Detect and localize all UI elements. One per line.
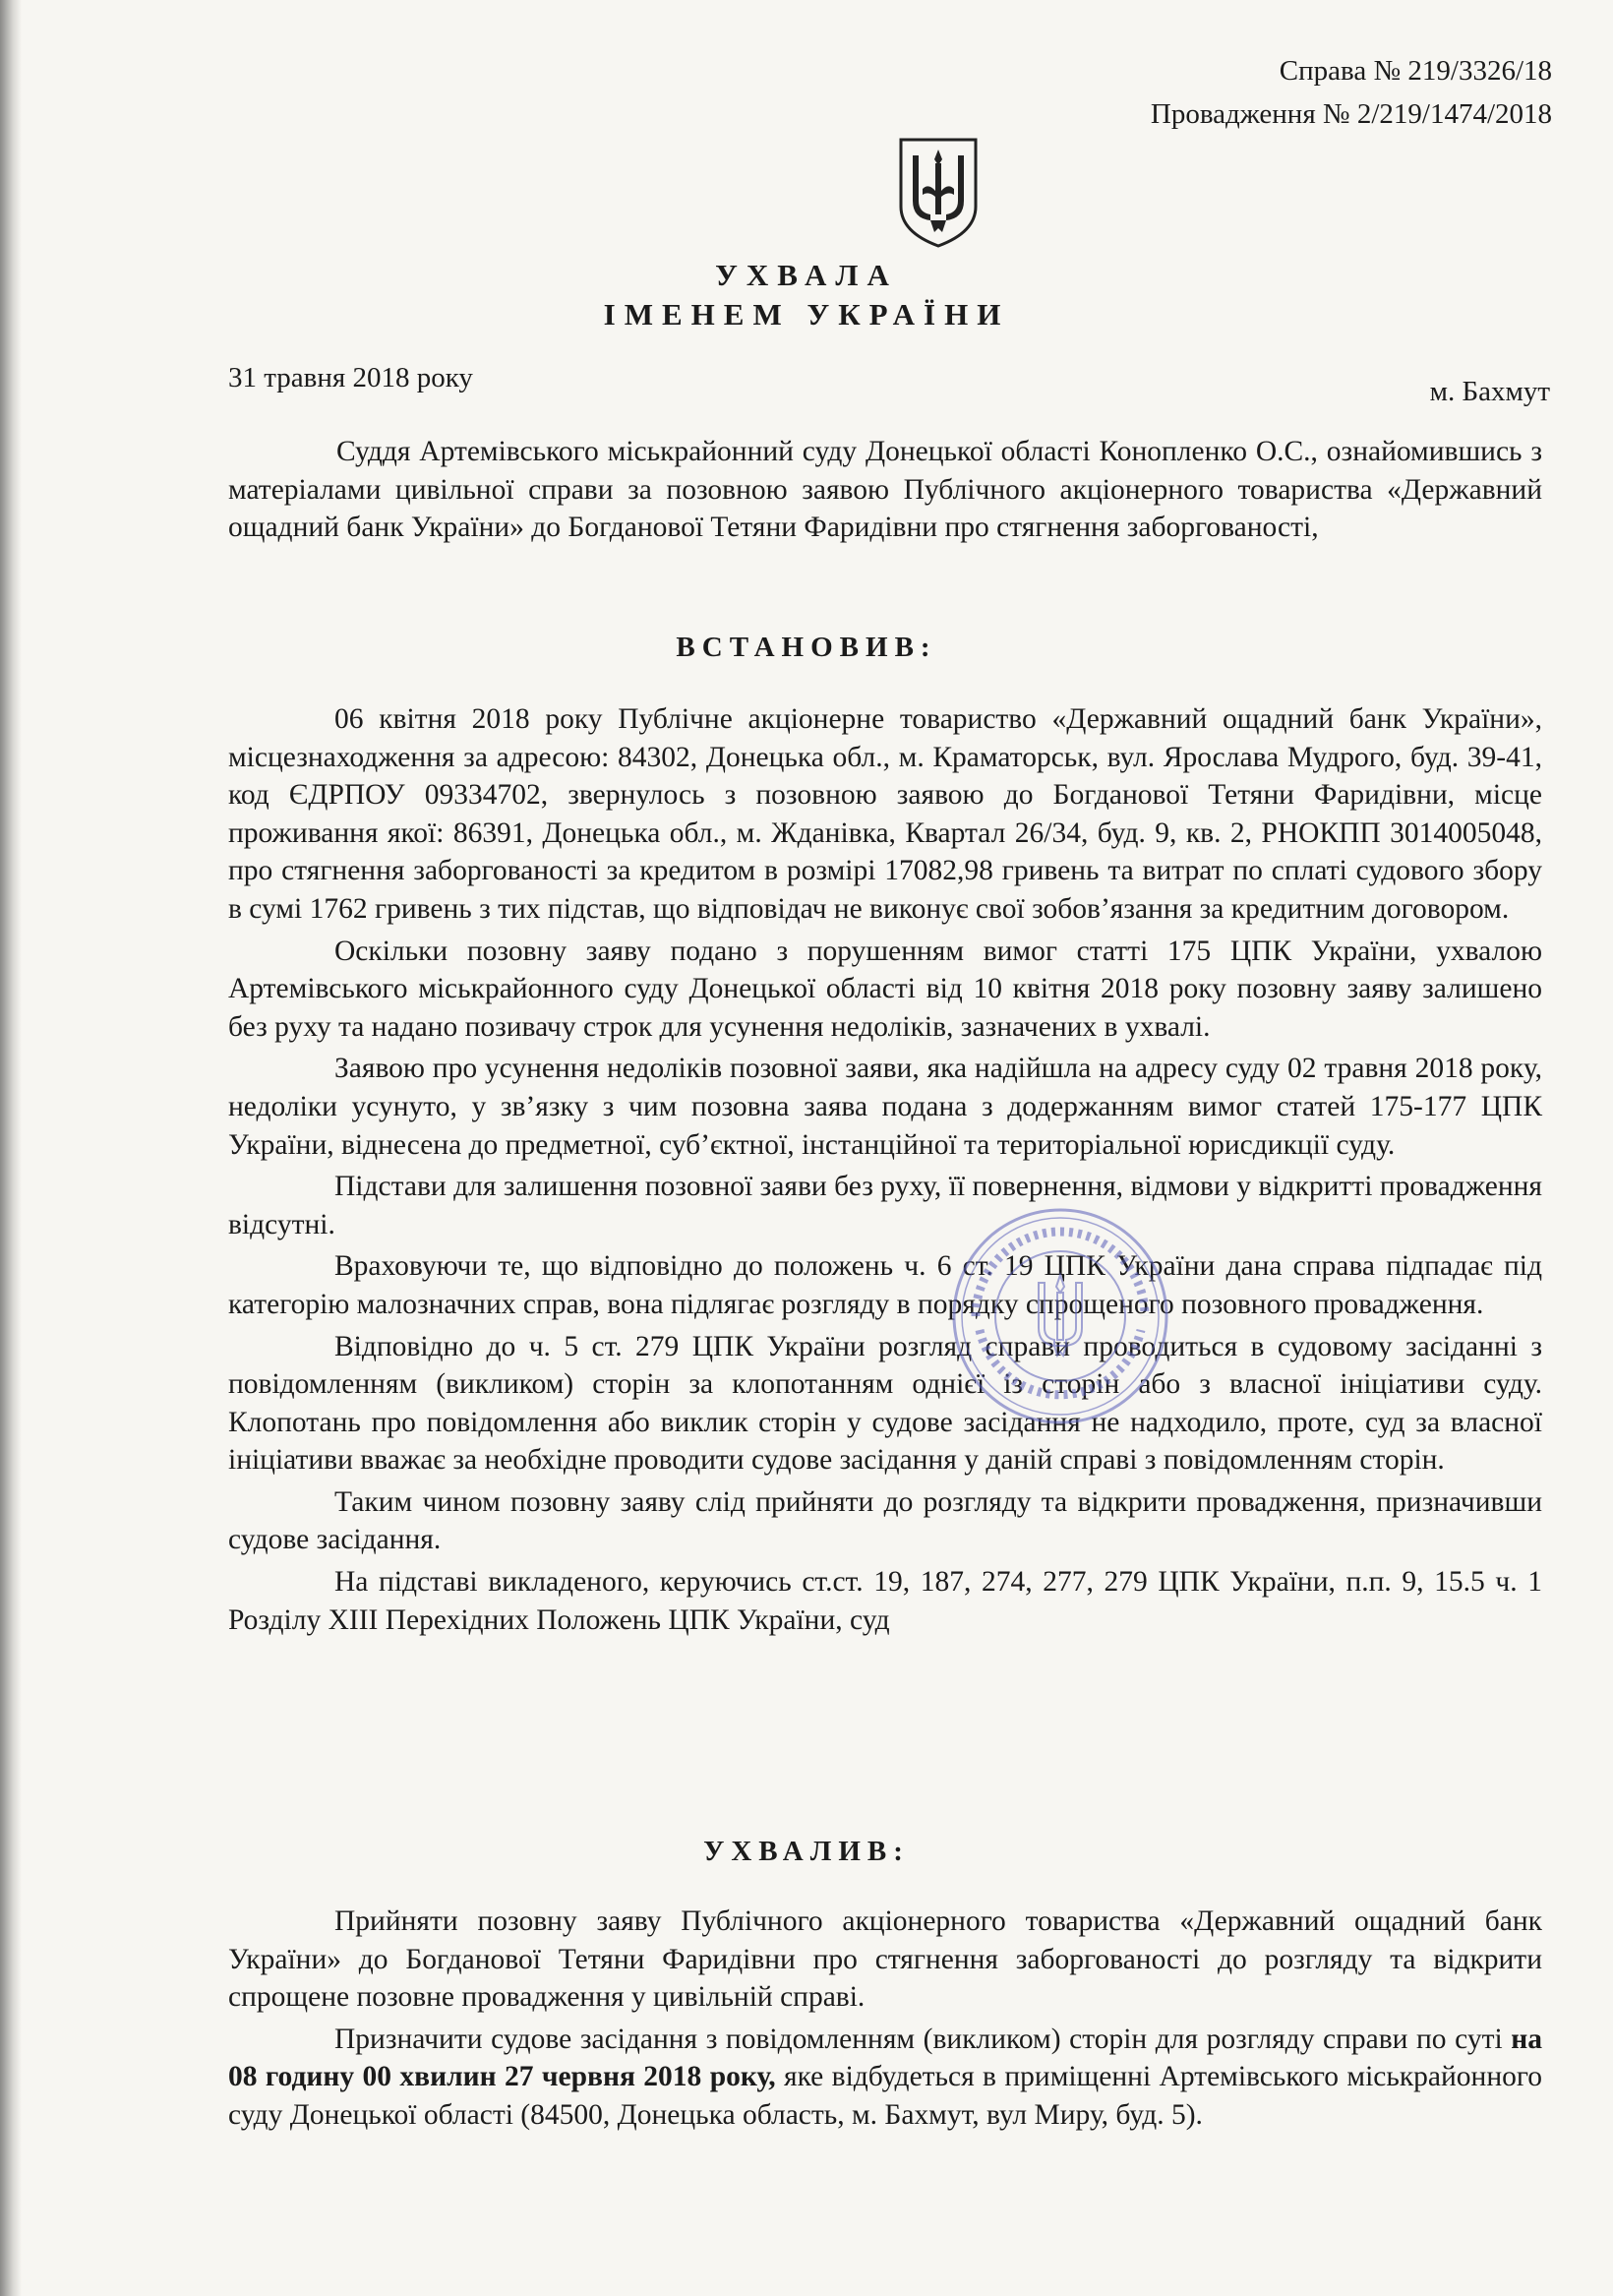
established-paragraph-1: 06 квітня 2018 року Публічне акціонерне товариство «Державний ощадний банк України», місцезнаходження за адресою: 84302, Донецька обл., м. Краматорськ, вул. Ярослава Мудрого, буд. 39-41, код ЄДРПОУ 09334702, звернулось з позовною заявою до Богданової Тетяни Фаридівни, місце проживання якої: 86391, Донецька обл., м. Жданівка, Квартал 26/34, буд. 9, кв. 2, РНОКПП 3014005048, про стягнення заборгованості за кредитом в розмірі 17082,98 гривень та витрат по сплаті судового збору в сумі 1762 гривень з тих підстав, що відповідач не виконує свої зобов’язання за кредитним договором. — [228, 703, 1542, 925]
hearing-datetime: на 08 годину 00 хвилин 27 червня 2018 року, — [228, 2023, 1542, 2093]
established-heading: ВСТАНОВИВ: — [676, 632, 937, 663]
established-paragraph-6: Відповідно до ч. 5 ст. 279 ЦПК України розгляд справи проводиться в судовому засіданні з повідомленням (викликом) сторін за клопотанням однієї із сторін або з власної ініціативи суду. Клопотань про повідомлення або виклик сторін у судове засідання не надходило, проте, суд за власної ініціативи вважає за необхідне проводити судове засідання у даній справі з повідомленням сторін. — [228, 1330, 1542, 1477]
proceeding-number: Провадження № 2/219/1474/2018 — [1150, 98, 1552, 130]
document-subtitle: ІМЕНЕМ УКРАЇНИ — [603, 297, 1010, 332]
ruled-paragraph-2 — [228, 2021, 1542, 2135]
ruled-heading: УХВАЛИВ: — [703, 1836, 910, 1867]
established-paragraph-5: Враховуючи те, що відповідно до положень ч. 6 ст. 19 ЦПК України дана справа підпадає під категорію малозначних справ, вона підлягає розгляду в порядку спрощеного позовного провадження. — [228, 1250, 1542, 1320]
ruled-paragraph-2-end: яке відбудеться в приміщенні Артемівського міськрайонного суду Донецької області (84500, Донецька область, м. Бахмут, вул Миру, буд. 5). — [228, 2061, 1542, 2131]
ruled-section — [228, 1903, 1542, 2139]
case-number: Справа № 219/3326/18 — [1279, 55, 1552, 87]
case-header — [1151, 49, 1552, 136]
coat-of-arms-icon — [895, 134, 982, 250]
document-date: 31 травня 2018 року — [228, 362, 473, 393]
intro-section — [228, 433, 1542, 551]
document-city: м. Бахмут — [1429, 376, 1550, 407]
document-title: УХВАЛА — [715, 258, 898, 292]
intro-paragraph: Суддя Артемівського міськрайонний суду Донецької області Конопленко О.С., ознайомившись з матеріалами цивільної справи за позовною заявою Публічного акціонерного товариства «Державний ощадний банк України» до Богданової Тетяни Фаридівни про стягнення заборгованості, — [228, 436, 1542, 544]
court-seal-stamp — [946, 1202, 1174, 1430]
established-paragraph-2: Оскільки позовну заяву подано з порушенням вимог статті 175 ЦПК України, ухвалою Артемівського міськрайонного суду Донецької області від 10 квітня 2018 року позовну заяву залишено без руху та надано позивачу строк для усунення недоліків, зазначених в ухвалі. — [228, 935, 1542, 1043]
established-paragraph-4: Підстави для залишення позовної заяви без руху, її повернення, відмови у відкритті провадження відсутні. — [228, 1171, 1542, 1240]
ruled-paragraph-2-start: Призначити судове засідання з повідомленням (викликом) сторін для розгляду справи по суті — [334, 2023, 1512, 2055]
scan-edge-shadow — [0, 0, 22, 2296]
established-paragraph-3: Заявою про усунення недоліків позовної заяви, яка надійшла на адресу суду 02 травня 2018 року, недоліки усунуто, у зв’язку з чим позовна заява подана з додержанням вимог статей 175-177 ЦПК України, віднесена до предметної, суб’єктної, інстанційної та територіальної юрисдикції суду. — [228, 1053, 1542, 1161]
established-paragraph-7: Таким чином позовну заяву слід прийняти до розгляду та відкрити провадження, призначивши судове засідання. — [228, 1485, 1542, 1556]
ruled-paragraph-1: Прийняти позовну заяву Публічного акціонерного товариства «Державний ощадний банк України» до Богданової Тетяни Фаридівни про стягнення заборгованості до розгляду та відкрити спрощене позовне провадження у цивільній справі. — [228, 1905, 1542, 2014]
established-paragraph-8: На підставі викладеного, керуючись ст.ст. 19, 187, 274, 277, 279 ЦПК України, п.п. 9, 15.5 ч. 1 Розділу XIII Перехідних Положень ЦПК України, суд — [228, 1566, 1542, 1636]
established-section — [228, 700, 1542, 1643]
